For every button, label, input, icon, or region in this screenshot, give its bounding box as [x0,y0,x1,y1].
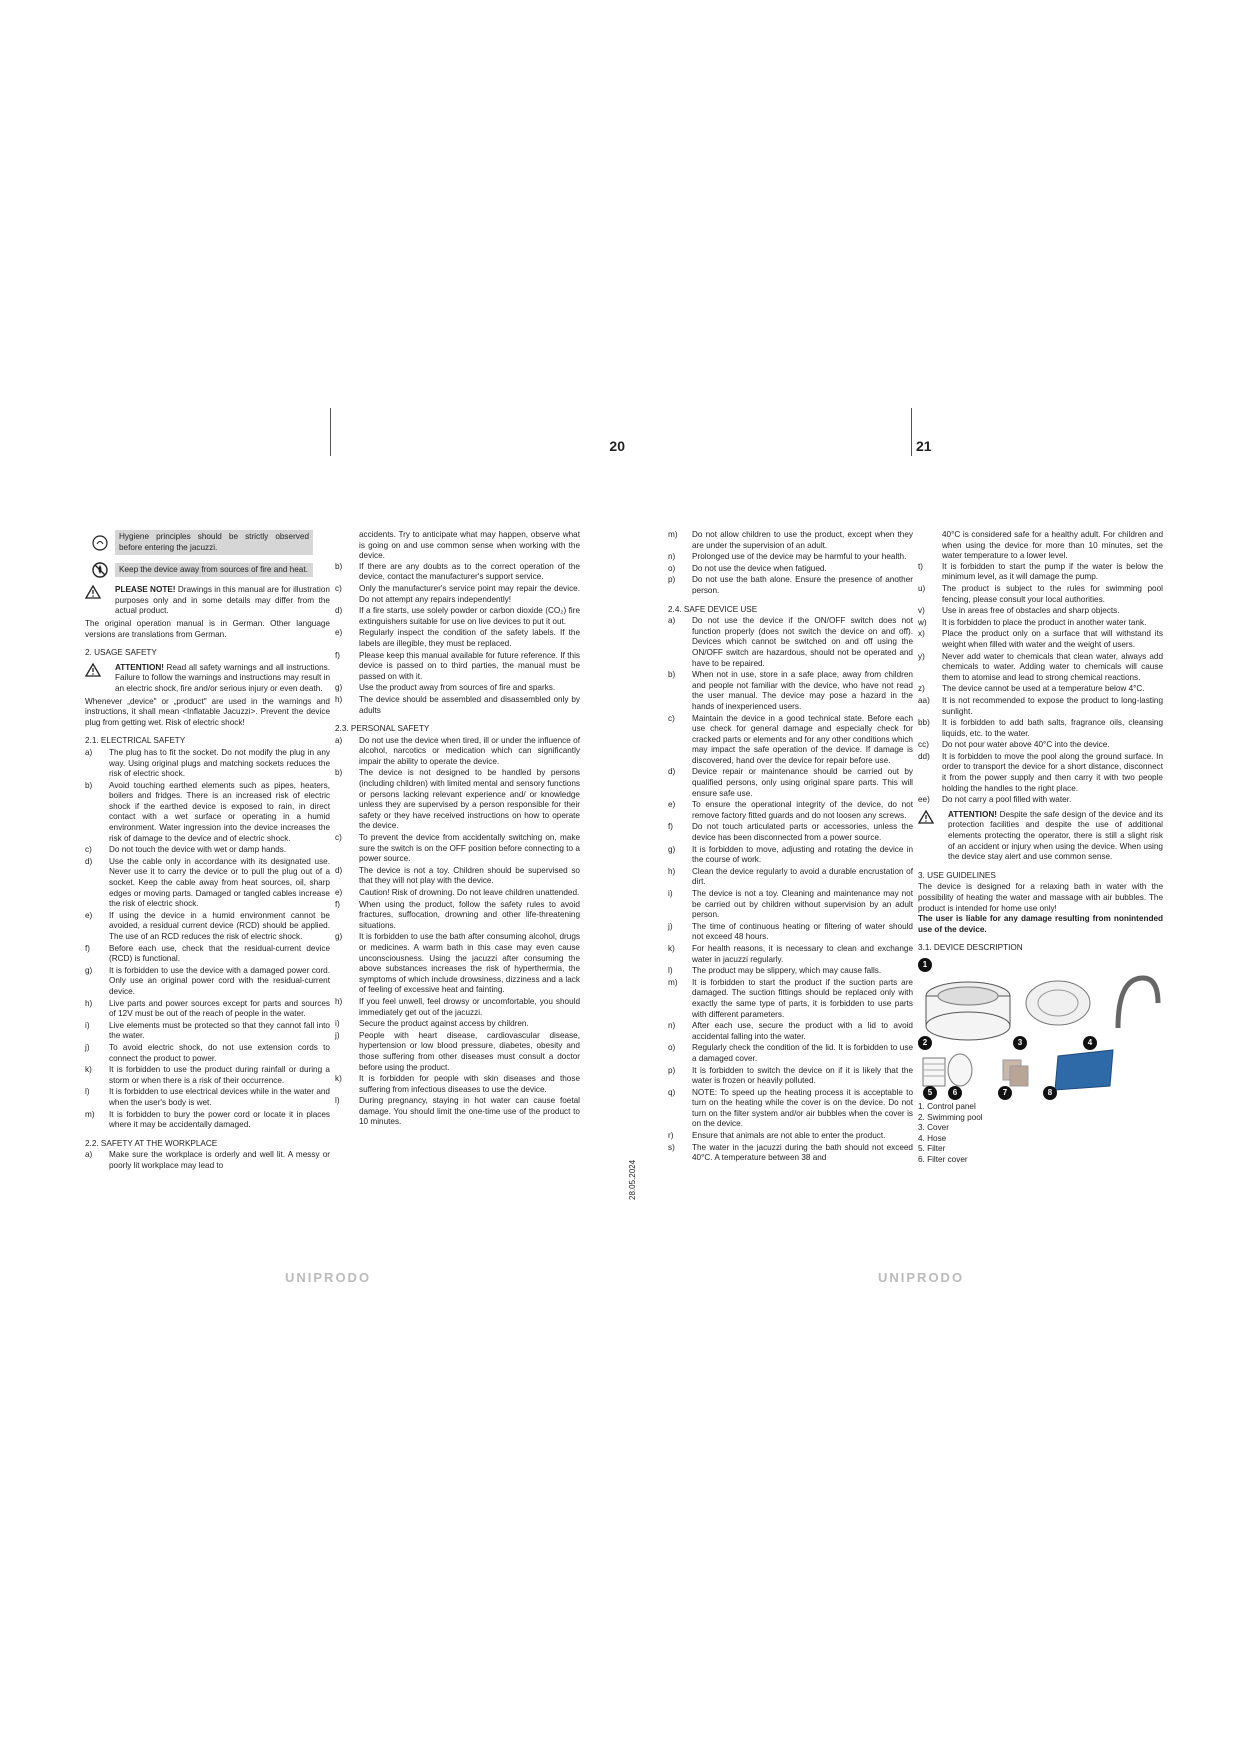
device-legend [918,1102,1163,1166]
list-item [918,584,1163,605]
list-item [668,670,913,712]
list-item [335,768,580,832]
list-item [918,629,1163,650]
list-item-text: Secure the product against access by children. [359,1019,529,1029]
list-item [85,1021,330,1042]
list-item [668,1043,913,1064]
list-item-label: ee) [918,795,930,805]
list-item-label: l) [668,966,673,976]
list-item-label: r) [668,1131,674,1141]
list-item [668,822,913,843]
list-item [85,1110,330,1131]
section-title-2: 2. USAGE SAFETY [85,648,157,658]
list-item-label: z) [918,684,925,694]
list-item-text: Do not allow children to use the product, except when they are under the supervision of an adult. [692,530,913,550]
list-item-text: Clean the device regularly to avoid a durable encrustation of dirt. [692,866,913,887]
list-item-label: l) [85,1087,90,1097]
list-item [668,767,913,799]
attention-block [85,663,330,695]
list-item [668,889,913,921]
list-item [335,651,580,683]
list-item-label: d) [335,606,343,616]
list-item [335,833,580,865]
right-page [668,438,1208,1285]
fire-notice [85,559,330,581]
list-item-text: It is forbidden to use the bath after consuming alcohol, drugs or medicines. A warm bath in this case may even cause unconsciousness. Using the jacuzzi after consuming the above substances increases the risk of hyperthermia, the symptoms of which include drowsiness, dizziness and a lack of feeling of excessive heat and fainting. [359,932,580,995]
list-item-label: k) [668,943,675,953]
left-column-a [85,530,330,1172]
list-item-text: It is forbidden for people with skin diseases and those suffering from infectious diseases to use the device. [359,1074,580,1094]
list-item-label: e) [668,800,676,810]
list-item-label: a) [668,616,676,626]
list-item [335,1019,580,1030]
left-page [85,438,625,1285]
safe-device-use-list-cont [918,562,1163,806]
list-item [668,1143,913,1164]
list-item-text: The device is not a toy. Children should be supervised so that they will not play with the device. [359,865,580,886]
list-item-label: e) [335,628,343,638]
badge-3: 3 [1013,1036,1027,1050]
list-item [918,740,1163,751]
list-item [668,978,913,1020]
list-item [335,584,580,605]
list-item [85,1150,330,1171]
badge-6: 6 [948,1086,962,1100]
note-block [85,585,330,617]
list-item [85,999,330,1020]
section-title-2-1: 2.1. ELECTRICAL SAFETY [85,736,186,746]
list-item [335,628,580,649]
list-item-text: Regularly check the condition of the lid. It is forbidden to use a damaged cover. [692,1043,913,1063]
list-item [668,575,913,596]
list-item [918,606,1163,617]
list-item-text: For health reasons, it is necessary to clean and exchange water in jacuzzi regularly. [692,943,913,964]
attention-block [918,810,1163,863]
list-item-text: NOTE: To speed up the heating process it is acceptable to turn on the heating while the cover is on the device. Do not turn on the filter system and/or air bubbles when the cover is on the device. [692,1087,913,1129]
list-item-label: f) [85,943,91,953]
list-item [918,652,1163,684]
section-title-2-4: 2.4. SAFE DEVICE USE [668,604,758,614]
list-item-text: People with heart disease, cardiovascular disease, hypertension or low blood pressure, diabetes, obesity and those suffering from other diseases must consult a doctor before using the product. [359,1030,580,1072]
list-item-text: Regularly inspect the condition of the safety labels. If the labels are illegible, they must be replaced. [359,628,580,648]
list-item-label: b) [85,780,93,790]
use-guidelines-text: The device is designed for a relaxing bath in water with the possibility of heating the water and massage with air bubbles. The product is intended for home use only! [918,882,1163,913]
badge-4: 4 [1083,1036,1097,1050]
hygiene-text: Hygiene principles should be strictly observed before entering the jacuzzi. [115,530,313,555]
legend-item: 4. Hose [918,1133,947,1143]
hygiene-notice [85,530,330,555]
list-item-text: It is not recommended to expose the product to long-lasting sunlight. [942,695,1163,716]
badge-8: 8 [1043,1086,1057,1100]
list-item-text: Do not use the device when fatigued. [692,563,827,573]
list-item-text: It is forbidden to use electrical devices while in the water and when the user's body is wet. [109,1087,330,1107]
list-item-label: b) [335,768,343,778]
list-item-text: If you feel unwell, feel drowsy or uncomfortable, you should immediately get out of the jacuzzi. [359,996,580,1017]
list-item-text: To avoid electric shock, do not use extension cords to connect the product to power. [109,1042,330,1063]
list-item-text: Please keep this manual available for future reference. If this device is passed on to third parties, the manual must be passed on with it. [359,650,580,681]
attention-label: ATTENTION! [115,662,164,672]
section-title-3-1: 3.1. DEVICE DESCRIPTION [918,943,1023,953]
list-item-label: w) [918,617,927,627]
list-item [335,606,580,627]
list-item-text: Live parts and power sources except for parts and sources of 12V must be out of the reach of people in the water. [109,998,330,1019]
liability-text: The user is liable for any damage resulting from nonintended use of the device. [918,914,1163,934]
list-item-text: The device is not designed to be handled by persons (including children) with limited mental and sensory functions or persons lacking relevant experience and/ or knowledge unless they are supervised by a person responsible for their safety or they have received instructions on how to operate the device. [359,768,580,831]
attention-text: Read all safety warnings and all instructions. Failure to follow the warnings and instructions may result in an electric shock, fire and/or serious injury or even death. [115,662,330,693]
list-item-label: f) [335,899,341,909]
list-item-label: s) [668,1142,675,1152]
warning-triangle-icon [85,663,115,695]
list-item-label: i) [85,1020,90,1030]
list-item-label: g) [335,932,343,942]
list-item [85,1087,330,1108]
list-item-label: n) [668,1021,676,1031]
list-item [335,1096,580,1128]
legend-item: 3. Cover [918,1123,949,1133]
page-number: 20 [609,438,625,454]
list-item-text: The product may be slippery, which may cause falls. [692,966,882,976]
list-item-text: It is forbidden to start the pump if the water is below the minimum level, as it will damage the pump. [942,561,1163,582]
list-item-text: Prolonged use of the device may be harmful to your health. [692,552,907,562]
list-item [668,922,913,943]
list-item-label: o) [668,563,676,573]
list-item-text: Ensure that animals are not able to enter the product. [692,1131,886,1141]
list-item-text: The time of continuous heating or filtering of water should not exceed 48 hours. [692,921,913,942]
list-item-label: l) [335,1096,340,1106]
list-item-label: b) [668,670,676,680]
list-item-text: If there are any doubts as to the correct operation of the device, contact the manufacturer's support service. [359,561,580,582]
page-divider-line [330,408,331,456]
list-item-label: o) [668,1043,676,1053]
badge-7: 7 [998,1086,1012,1100]
list-item-label: t) [918,561,924,571]
list-item [85,911,330,943]
list-item [668,944,913,965]
list-item-text: It is forbidden to use the product during rainfall or during a storm or when there is a risk of their occurrence. [109,1065,330,1085]
list-item-text: Maintain the device in a good technical state. Before each use check for general damage and especially check for cracked parts or elements and for any other conditions which may impact the safe operation of the device. If damage is discovered, hand over the device for repair before use. [692,713,913,765]
list-item [335,997,580,1018]
note-label: PLEASE NOTE! [115,585,176,595]
personal-safety-list-cont [668,530,913,597]
list-item [668,800,913,821]
list-item-label: m) [668,977,678,987]
list-item-text: Do not use the device when tired, ill or under the influence of alcohol, narcotics or medication which can significantly impair the ability to operate the device. [359,735,580,766]
print-date: 28.05.2024 [628,1159,637,1200]
brand-logo: UNIPRODO [285,1270,372,1285]
list-item [918,684,1163,695]
list-item-label: k) [85,1065,92,1075]
continued-text: 40°C is considered safe for a healthy adult. For children and when using the device for more than 10 minutes, set the water temperature to a lower level. [942,530,1163,561]
right-column-a [668,530,913,1165]
list-item-text: Do not use the device if the ON/OFF switch does not function properly (does not switch the device on and off). Devices which cannot be switched on and off using the ON/OFF switch are hazardous, should not be operated and have to be repaired. [692,616,913,668]
list-item-text: Never add water to chemicals that clean water, always add chemicals to water. Adding water to chemicals will cause them to atomise and lead to strong chemical reactions. [942,651,1163,682]
list-item-text: Device repair or maintenance should be carried out by qualified persons, only using original spare parts. This will ensure safe use. [692,767,913,798]
list-item-label: cc) [918,740,929,750]
list-item-text: It is forbidden to add bath salts, fragrance oils, cleansing liquids, etc. to the water. [942,718,1163,738]
electrical-safety-list [85,748,330,1131]
list-item [85,966,330,998]
list-item-label: h) [335,694,343,704]
list-item-text: The product is subject to the rules for swimming pool fencing, please consult your local authorities. [942,583,1163,604]
device-figure [918,958,1163,1098]
list-item [918,696,1163,717]
list-item-label: f) [335,650,341,660]
section-title-3: 3. USE GUIDELINES [918,870,996,880]
list-item [85,781,330,845]
list-item [335,932,580,996]
attention-label: ATTENTION! [948,809,997,819]
list-item-text: If a fire starts, use solely powder or carbon dioxide (CO₂) fire extinguishers suitable for use on live devices to put it out. [359,606,580,626]
list-item-text: Use the product away from sources of fire and sparks. [359,683,556,693]
list-item [85,845,330,856]
list-item-text: Before each use, check that the residual-current device (RCD) is functional. [109,943,330,964]
warning-triangle-icon [85,585,115,617]
list-item-label: v) [918,606,925,616]
list-item-text: To ensure the operational integrity of the device, do not remove factory fitted guards and do not loosen any screws. [692,800,913,820]
list-item-label: u) [918,583,926,593]
list-item [918,752,1163,794]
list-item-label: j) [335,1030,340,1040]
list-item [918,718,1163,739]
list-item-label: b) [335,561,343,571]
list-item [668,714,913,767]
list-item [668,1088,913,1130]
legend-item: 1. Control panel [918,1101,976,1111]
list-item-text: It is forbidden to switch the device on if it is likely that the water is frozen or heavily polluted. [692,1065,913,1086]
list-item-label: d) [85,856,93,866]
warning-triangle-icon [918,810,948,863]
list-item [85,1065,330,1086]
list-item [668,530,913,551]
section-title-2-3: 2.3. PERSONAL SAFETY [335,724,430,734]
legend-item: 6. Filter cover [918,1154,968,1164]
list-item-label: d) [335,865,343,875]
list-item-text: Caution! Risk of drowning. Do not leave children unattended. [359,888,580,897]
list-item-text: Use the cable only in accordance with its designated use. Never use it to carry the device or to pull the plug out of a socket. Keep the cable away from heat sources, oil, sharp edges or moving parts. Damaged or tangled cables increase the risk of electric shock. [109,856,330,909]
list-item-label: bb) [918,718,930,728]
device-illustration [918,958,1163,1098]
page-divider-line [911,408,912,456]
list-item-text: Use in areas free of obstacles and sharp objects. [942,606,1120,616]
list-item-label: f) [668,822,674,832]
no-fire-icon [85,559,115,581]
list-item [335,1031,580,1073]
list-item-text: The device cannot be used at a temperature below 4°C. [942,684,1145,694]
badge-2: 2 [918,1036,932,1050]
list-item-text: It is forbidden to start the product if the suction parts are damaged. The suction fittings should be replaced only with exactly the same type of parts, it is forbidden to use parts with different parameters. [692,977,913,1019]
list-item-text: The plug has to fit the socket. Do not modify the plug in any way. Using original plugs and matching sockets reduces the risk of electric shock. [109,747,330,779]
list-item-text: The device is not a toy. Cleaning and maintenance may not be carried out by children without supervision by an adult person. [692,889,913,920]
list-item-text: Live elements must be protected so that they cannot fall into the water. [109,1020,330,1041]
legend-item: 5. Filter [918,1144,946,1154]
badge-1: 1 [918,958,932,972]
list-item [918,562,1163,583]
list-item-text: To prevent the device from accidentally switching on, make sure the switch is on the OFF position before connecting to a power source. [359,833,580,864]
list-item [918,795,1163,806]
list-item-label: g) [85,965,93,975]
list-item-label: e) [335,888,343,897]
list-item-label: d) [668,767,676,777]
list-item-label: p) [668,1065,676,1075]
list-item [85,944,330,965]
list-item-label: e) [85,910,93,920]
list-item [668,552,913,563]
list-item-text: Do not carry a pool filled with water. [942,795,1072,805]
section-title-2-2: 2.2. SAFETY AT THE WORKPLACE [85,1138,218,1148]
list-item-text: After each use, secure the product with a lid to avoid accidental falling into the water. [692,1021,913,1041]
personal-safety-list [335,736,580,1128]
list-item-text: If using the device in a humid environment cannot be avoided, a residual current device (RCD) should be applied. The use of an RCD reduces the risk of electric shock. [109,910,330,941]
list-item-label: dd) [918,751,930,761]
list-item-text: When using the product, follow the safety rules to avoid fractures, suffocation, drowning and other life-threatening situations. [359,899,580,930]
list-item-label: i) [335,1019,340,1029]
list-item-label: a) [335,735,343,745]
list-item-text: Make sure the workplace is orderly and well lit. A messy or poorly lit workplace may lead to [109,1150,330,1170]
safe-device-use-list [668,616,913,1164]
list-item-text: Do not touch the device with wet or damp hands. [109,845,287,855]
whenever-text: Whenever „device" or „product" are used in the warnings and instructions, it shall mean <Inflatable Jacuzzi>. Prevent the device plug from getting wet. Risk of electric shock! [85,696,330,727]
attention-text: Despite the safe design of the device and its protection facilities and despite the use of additional elements protecting the operator, there is still a slight risk of an accident or injury when using the device. When using the device stay alert and use common sense. [948,809,1163,862]
list-item-label: i) [668,889,673,898]
list-item-label: p) [668,575,676,585]
right-column-b [918,530,1163,1166]
list-item-label: h) [335,996,343,1006]
list-item [918,618,1163,629]
list-item-label: c) [85,845,92,855]
list-item [335,695,580,716]
workplace-safety-list-cont [335,562,580,716]
legend-item: 2. Swimming pool [918,1112,983,1122]
list-item-text: Do not pour water above 40°C into the device. [942,740,1110,750]
list-item-text: The device should be assembled and disassembled only by adults [359,694,580,715]
list-item [335,1074,580,1095]
list-item-label: j) [668,921,673,931]
list-item [668,1021,913,1042]
list-item [668,616,913,669]
list-item [668,867,913,888]
list-item [668,1066,913,1087]
list-item [668,966,913,977]
list-item [335,866,580,887]
list-item [668,1131,913,1142]
list-item [335,888,580,899]
list-item-text: During pregnancy, staying in hot water can cause foetal damage. You should limit the one-time use of the product to 10 minutes. [359,1096,580,1127]
list-item-label: q) [668,1087,676,1097]
list-item-label: a) [85,747,93,757]
list-item-label: g) [335,683,343,693]
list-item [85,1043,330,1064]
list-item-label: c) [335,833,342,843]
list-item-text: When not in use, store in a safe place, away from children and people not familiar with the device, who have not read the user manual. The device may pose a hazard in the hands of inexperienced users. [692,670,913,711]
badge-5: 5 [923,1086,937,1100]
list-item-text: The water in the jacuzzi during the bath should not exceed 40°C. A temperature between 38 and [692,1142,913,1163]
list-item [85,857,330,910]
list-item-label: k) [335,1074,342,1084]
page-number: 21 [916,438,932,454]
list-item-label: h) [85,998,93,1008]
list-item-text: Do not use the bath alone. Ensure the presence of another person. [692,575,913,595]
list-item-text: It is forbidden to bury the power cord or locate it in places where it may be accidentally damaged. [109,1109,330,1130]
list-item [85,748,330,780]
list-item-label: x) [918,629,925,639]
list-item-label: g) [668,844,676,854]
list-item [335,736,580,768]
list-item-label: c) [335,583,342,593]
list-item-text: It is forbidden to move, adjusting and rotating the device in the course of work. [692,844,913,865]
list-item-text: Place the product only on a surface that will withstand its weight when filled with water and the weight of users. [942,629,1163,649]
list-item-label: aa) [918,695,930,705]
list-item-text: Avoid touching earthed elements such as pipes, heaters, boilers and fridges. There is an increased risk of electric shock if the earthed device is exposed to rain, in direct contact with a wet surface or operating in a humid environment. Water ingression into the device increases the risk of damage to the device and of electric shock. [109,780,330,843]
brand-logo: UNIPRODO [878,1270,965,1285]
list-item-label: a) [85,1150,93,1160]
list-item-label: h) [668,866,676,876]
list-item-text: Only the manufacturer's service point may repair the device. Do not attempt any repairs independently! [359,583,580,604]
list-item [335,562,580,583]
list-item [335,900,580,932]
continued-text: accidents. Try to anticipate what may happen, observe what is going on and use common sense when working with the device. [359,530,580,561]
list-item-text: Do not touch articulated parts or accessories, unless the device has been disconnected from a power source. [692,822,913,843]
list-item-text: It is forbidden to use the device with a damaged power cord. Only use an original power cord with the residual-current device. [109,965,330,996]
list-item-label: n) [668,552,676,562]
list-item-text: It is forbidden to place the product in another water tank. [942,617,1147,627]
list-item [668,845,913,866]
list-item-label: y) [918,651,925,661]
hygiene-icon [85,532,115,554]
list-item [668,564,913,575]
list-item-label: m) [668,530,678,539]
list-item-label: j) [85,1042,90,1052]
list-item [335,683,580,694]
list-item-label: m) [85,1109,95,1119]
fire-text: Keep the device away from sources of fire and heat. [115,563,313,578]
list-item-text: It is forbidden to move the pool along the ground surface. In order to transport the device for a short distance, disconnect it from the power supply and then carry it with two people holding the handles to the right place. [942,751,1163,793]
note-text: Drawings in this manual are for illustration purposes only and in some details may differ from the actual product. [115,585,330,616]
left-column-b [335,530,580,1129]
list-item-label: c) [668,713,675,723]
original-manual-text: The original operation manual is in German. Other language versions are translations from German. [85,618,330,639]
workplace-safety-list [85,1150,330,1171]
